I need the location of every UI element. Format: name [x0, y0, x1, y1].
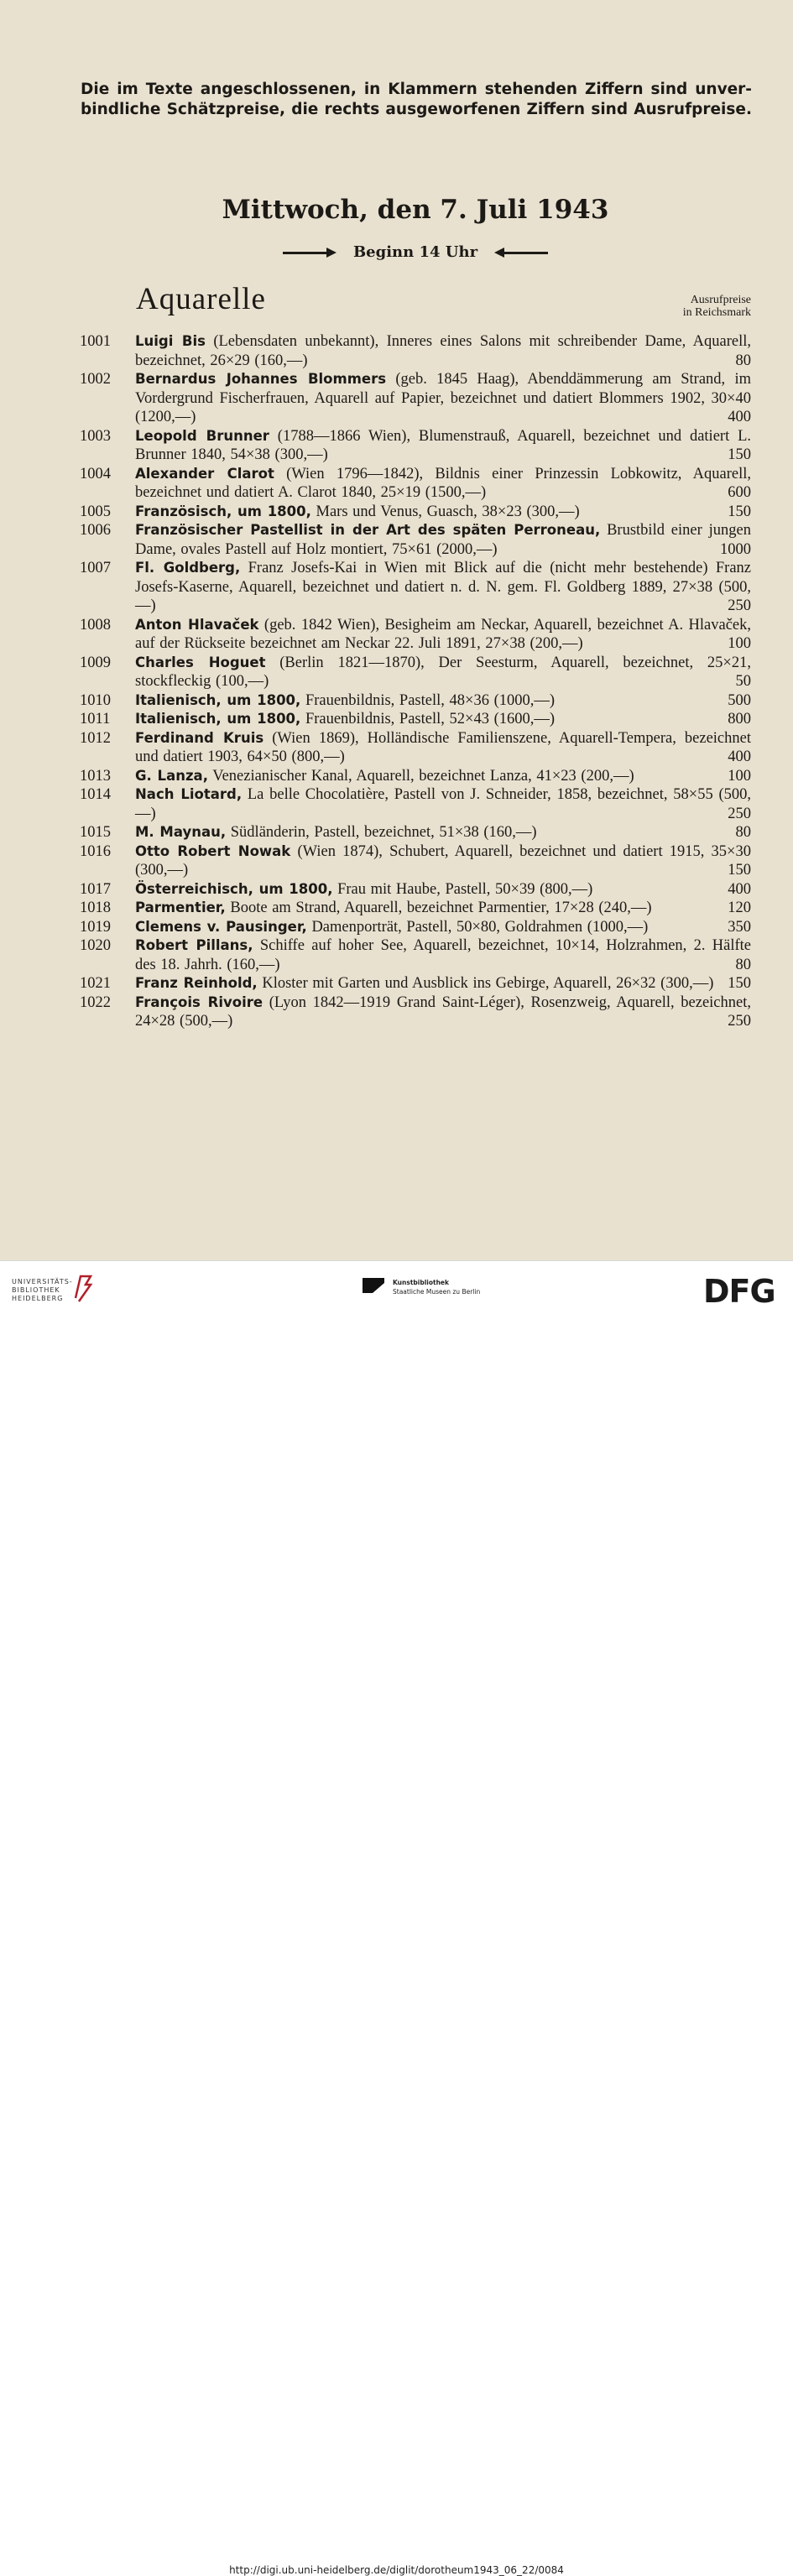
lot-details: (Berlin 1821—1870), Der Seesturm, Aquarell, bezeichnet, 25×21, stockfleckig (100,—) — [135, 654, 751, 690]
estimate-notice — [81, 80, 752, 120]
lot-details: Frauenbildnis, Pastell, 52×43 (1600,—) — [300, 711, 556, 727]
lot-description — [135, 427, 751, 465]
lot-entry — [80, 785, 751, 823]
lot-starting-price: 350 — [728, 918, 751, 936]
lot-entry — [80, 823, 751, 842]
lot-description — [135, 521, 751, 559]
lot-starting-price: 50 — [735, 673, 751, 690]
start-time-row — [0, 243, 793, 261]
lot-details: Franz Josefs-Kai in Wien mit Blick auf die (nicht mehr bestehende) Franz Josefs-Kaserne, Aquarell, bezeichnet und datiert n. d. N. gem. Fl. Goldberg 1889, 27×38 (500,—) — [135, 560, 751, 614]
kb-line-1: Kunstbibliothek — [393, 1279, 450, 1286]
lot-entry — [80, 616, 751, 654]
lot-details: (Lyon 1842—1919 Grand Saint-Léger), Rosenzweig, Aquarell, bezeichnet, 24×28 (500,—) — [135, 993, 751, 1030]
lot-artist: Anton Hlavaček — [135, 616, 259, 633]
lot-artist: François Rivoire — [135, 993, 263, 1010]
lot-number: 1005 — [80, 503, 111, 520]
lot-starting-price: 400 — [728, 748, 751, 765]
lot-number: 1010 — [80, 691, 111, 709]
lot-starting-price: 80 — [735, 352, 751, 369]
lot-starting-price: 80 — [735, 824, 751, 841]
lot-description — [135, 332, 751, 370]
lot-description — [135, 729, 751, 767]
lot-details: (geb. 1842 Wien), Besigheim am Neckar, Aquarell, bezeichnet A. Hlavaček, auf der Rückseite bezeichnet am Neckar 22. Juli 1891, 27×38 (200,—) — [135, 616, 751, 652]
catalog-page — [0, 0, 793, 1260]
lot-description — [135, 710, 751, 729]
ub-logo-line-1: UNIVERSITÄTS- — [12, 1278, 73, 1285]
lot-description — [135, 465, 751, 503]
lot-starting-price: 400 — [728, 409, 751, 425]
lot-number: 1019 — [80, 918, 111, 936]
lot-number: 1014 — [80, 786, 111, 803]
lot-entry — [80, 559, 751, 616]
lot-description — [135, 503, 751, 522]
lot-starting-price: 250 — [728, 805, 751, 822]
price-header-line-1: Ausrufpreise — [690, 294, 751, 306]
lot-starting-price: 150 — [728, 862, 751, 879]
lot-entry — [80, 899, 751, 918]
lot-entry — [80, 993, 751, 1031]
lot-artist: Clemens v. Pausinger, — [135, 918, 307, 935]
lot-description — [135, 823, 751, 842]
lot-description — [135, 691, 751, 711]
lot-description — [135, 993, 751, 1031]
lot-details: Frauenbildnis, Pastell, 48×36 (1000,—) — [300, 691, 556, 709]
lot-entry — [80, 370, 751, 427]
lot-entry — [80, 880, 751, 900]
lot-description — [135, 785, 751, 823]
notice-line-1: Die im Texte angeschlossenen, in Klammern stehenden Ziffern sind unver- — [81, 81, 752, 98]
lot-entry — [80, 427, 751, 465]
lot-starting-price: 150 — [728, 503, 751, 520]
section-title: Aquarelle — [136, 282, 266, 316]
lot-entry — [80, 691, 751, 711]
lot-artist: Charles Hoguet — [135, 654, 266, 670]
lot-number: 1012 — [80, 729, 111, 747]
lot-artist: Bernardus Johannes Blommers — [135, 371, 387, 387]
auction-date-title: Mittwoch, den 7. Juli 1943 — [222, 195, 609, 225]
lot-details: Boote am Strand, Aquarell, bezeichnet Parmentier, 17×28 (240,—) — [225, 900, 652, 916]
lot-entry — [80, 503, 751, 522]
lot-details: Schiffe auf hoher See, Aquarell, bezeichnet, 10×14, Holzrahmen, 2. Hälfte des 18. Jahrh. (160,—) — [135, 937, 752, 973]
lot-entry — [80, 974, 751, 993]
lot-details: (Wien 1869), Holländische Familienszene, Aquarell-Tempera, bezeichnet und datiert 1903, 64×50 (800,—) — [135, 729, 751, 765]
lot-starting-price: 400 — [728, 880, 751, 898]
lot-number: 1006 — [80, 522, 111, 539]
source-url[interactable]: http://digi.ub.uni-heidelberg.de/diglit/dorotheum1943_06_22/0084 — [229, 2564, 564, 2576]
lot-details: (Wien 1874), Schubert, Aquarell, bezeichnet und datiert 1915, 35×30 (300,—) — [135, 842, 751, 879]
lot-description — [135, 767, 751, 786]
lot-artist: Leopold Brunner — [135, 427, 269, 444]
lot-artist: Italienisch, um 1800, — [135, 691, 301, 708]
lot-starting-price: 150 — [728, 975, 751, 992]
lot-entry — [80, 710, 751, 729]
digitization-footer — [0, 1260, 793, 2576]
lot-number: 1016 — [80, 842, 111, 860]
lot-number: 1017 — [80, 880, 111, 898]
lot-artist: Nach Liotard, — [135, 786, 243, 802]
lot-details: (geb. 1845 Haag), Abenddämmerung am Strand, im Vordergrund Fischerfrauen, Aquarell auf Papier, bezeichnet und datiert Blommers 1902, 30×40 (1200,—) — [135, 371, 751, 425]
lot-artist: G. Lanza, — [135, 767, 208, 784]
lot-starting-price: 600 — [728, 484, 751, 501]
lot-starting-price: 150 — [728, 446, 751, 463]
ub-logo-line-3: HEIDELBERG — [12, 1295, 64, 1302]
lot-entry — [80, 729, 751, 767]
lot-entry — [80, 936, 751, 974]
lot-artist: Italienisch, um 1800, — [135, 711, 301, 727]
lot-description — [135, 616, 751, 654]
lot-number: 1008 — [80, 616, 111, 634]
lot-number: 1015 — [80, 824, 111, 841]
lot-starting-price: 100 — [728, 767, 751, 785]
lot-entry — [80, 918, 751, 937]
lot-number: 1011 — [80, 711, 111, 727]
lot-starting-price: 250 — [728, 1013, 751, 1030]
lot-description — [135, 974, 751, 993]
lot-artist: Luigi Bis — [135, 333, 206, 349]
ub-mark-icon — [72, 1273, 94, 1303]
lot-entry — [80, 521, 751, 559]
lot-artist: Otto Robert Nowak — [135, 842, 291, 859]
lot-details: Kloster mit Garten und Ausblick ins Gebirge, Aquarell, 26×32 (300,—) — [257, 975, 714, 992]
lot-artist: Ferdinand Kruis — [135, 729, 264, 746]
lot-entry — [80, 842, 751, 880]
lot-number: 1002 — [80, 371, 111, 388]
lot-artist: M. Maynau, — [135, 824, 227, 840]
lot-entry — [80, 767, 751, 786]
lot-number: 1020 — [80, 937, 111, 954]
lot-number: 1003 — [80, 427, 111, 445]
lot-number: 1009 — [80, 654, 111, 671]
lot-description — [135, 918, 751, 937]
lot-details: (1788—1866 Wien), Blumenstrauß, Aquarell, bezeichnet und datiert L. Brunner 1840, 54×38 (300,—) — [135, 427, 751, 463]
lot-description — [135, 899, 751, 918]
lot-description — [135, 936, 751, 974]
kunstbibliothek-label — [393, 1278, 480, 1296]
arrow-right-icon — [283, 248, 337, 258]
price-header-line-2: in Reichsmark — [682, 306, 751, 319]
lot-artist: Franz Reinhold, — [135, 975, 258, 991]
lot-details: Mars und Venus, Guasch, 38×23 (300,—) — [310, 503, 580, 520]
lot-artist: Fl. Goldberg, — [135, 560, 241, 576]
lot-details: Südländerin, Pastell, bezeichnet, 51×38 (160,—) — [226, 824, 537, 841]
lot-entry — [80, 332, 751, 370]
lot-starting-price: 800 — [728, 711, 751, 727]
lot-details: La belle Chocolatière, Pastell von J. Schneider, 1858, bezeichnet, 58×55 (500,—) — [135, 786, 751, 822]
lot-starting-price: 80 — [735, 956, 751, 973]
price-column-header — [683, 294, 751, 319]
lot-artist: Robert Pillans, — [135, 937, 253, 953]
lot-details: (Wien 1796—1842), Bildnis einer Prinzessin Lobkowitz, Aquarell, bezeichnet und datiert A. Clarot 1840, 25×19 (1500,—) — [135, 465, 751, 501]
lot-artist: Französisch, um 1800, — [135, 503, 311, 519]
lot-description — [135, 654, 751, 691]
dfg-logo: DFG — [703, 1273, 775, 1310]
lot-description — [135, 559, 751, 616]
lot-starting-price: 100 — [728, 635, 751, 652]
lot-entry — [80, 654, 751, 691]
lot-number: 1018 — [80, 900, 111, 916]
lot-details: (Lebensdaten unbekannt), Inneres eines Salons mit schreibender Dame, Aquarell, bezeichnet, 26×29 (160,—) — [135, 333, 751, 369]
lot-starting-price: 1000 — [720, 540, 751, 558]
lot-starting-price: 120 — [728, 900, 751, 916]
kunstbibliothek-logo-icon — [361, 1275, 386, 1296]
lot-artist: Parmentier, — [135, 900, 226, 915]
lot-artist: Österreichisch, um 1800, — [135, 880, 333, 897]
lot-description — [135, 370, 751, 427]
lot-details: Frau mit Haube, Pastell, 50×39 (800,—) — [332, 880, 593, 898]
lot-number: 1001 — [80, 333, 111, 350]
lot-description — [135, 842, 751, 880]
notice-line-2: bindliche Schätzpreise, die rechts ausgeworfenen Ziffern sind Ausrufpreise. — [81, 101, 752, 118]
lot-details: Damenporträt, Pastell, 50×80, Goldrahmen (1000,—) — [306, 918, 649, 936]
ub-heidelberg-logo — [12, 1278, 73, 1303]
arrow-left-icon — [494, 248, 548, 258]
lot-number: 1021 — [80, 975, 111, 992]
lot-starting-price: 250 — [728, 597, 751, 614]
lot-artist: Französischer Pastellist in der Art des späten Perroneau, — [135, 522, 601, 538]
lot-artist: Alexander Clarot — [135, 465, 274, 482]
ub-logo-line-2: BIBLIOTHEK — [12, 1286, 60, 1294]
lot-list — [80, 332, 751, 1031]
lot-number: 1022 — [80, 993, 111, 1011]
lot-number: 1004 — [80, 465, 111, 482]
lot-description — [135, 880, 751, 900]
lot-starting-price: 500 — [728, 691, 751, 709]
lot-entry — [80, 465, 751, 503]
kb-line-2: Staatliche Museen zu Berlin — [393, 1288, 481, 1296]
lot-number: 1013 — [80, 767, 111, 785]
lot-number: 1007 — [80, 560, 111, 576]
lot-details: Brustbild einer jungen Dame, ovales Pastell auf Holz montiert, 75×61 (2000,—) — [135, 522, 751, 558]
start-time-label: Beginn 14 Uhr — [352, 243, 478, 261]
lot-details: Venezianischer Kanal, Aquarell, bezeichnet Lanza, 41×23 (200,—) — [207, 767, 634, 785]
